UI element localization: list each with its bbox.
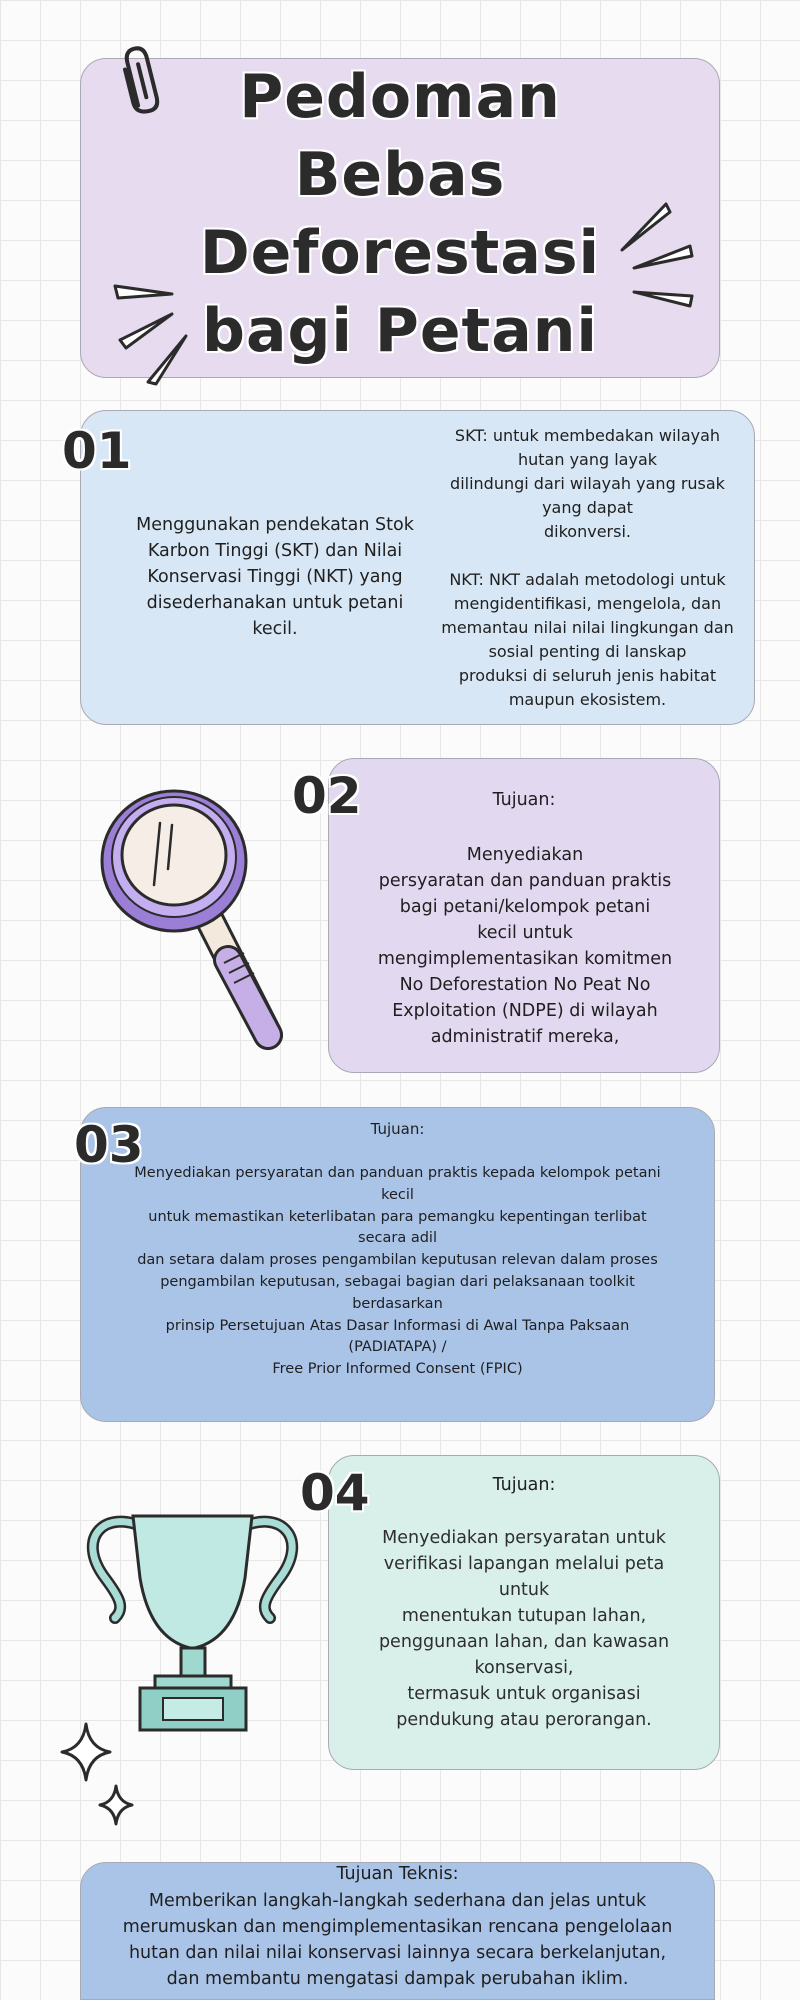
text-line: mengimplementasikan komitmen [377, 949, 673, 969]
text-line: dan setara dalam proses pengambilan keputusan relevan dalam proses [137, 1252, 658, 1269]
text-line: disederhanakan untuk petani [146, 593, 404, 613]
sparkle-icon [58, 1720, 148, 1840]
text-line: Menggunakan pendekatan Stok [136, 515, 414, 535]
text-line: pengambilan keputusan, sebagai bagian dari pelaksanaan toolkit [160, 1273, 635, 1290]
text-line: kecil [381, 1186, 414, 1203]
text-line: Free Prior Informed Consent (FPIC) [272, 1361, 523, 1378]
section-number: 04 [300, 1464, 370, 1522]
text-line: Menyediakan persyaratan dan panduan praktis kepada kelompok petani [134, 1165, 661, 1181]
title-line: Pedoman [239, 62, 561, 132]
text-line: hutan yang layak [517, 450, 658, 469]
text-line: mengidentifikasi, mengelola, dan [453, 594, 722, 613]
section-02-heading: Tujuan: [492, 790, 556, 810]
text-line: dilindungi dari wilayah yang rusak [450, 474, 725, 493]
text-line: Menyediakan [466, 845, 584, 865]
text-line: NKT: NKT adalah metodologi untuk [449, 570, 726, 589]
section-03-body [110, 1163, 685, 1381]
text-line: untuk memastikan keterlibatan para pemangku kepentingan terlibat [148, 1208, 647, 1225]
text-line: secara adil [358, 1230, 437, 1247]
section-02-body [340, 842, 710, 1050]
burst-lines-left-icon [110, 280, 190, 390]
section-number: 03 [74, 1116, 144, 1174]
text-line: produksi di seluruh jenis habitat [458, 666, 717, 685]
text-line: persyaratan dan panduan praktis [378, 871, 672, 891]
text-line: kecil. [252, 619, 298, 639]
text-line: berdasarkan [352, 1295, 443, 1312]
section-number: 01 [62, 422, 132, 480]
section-01-description [130, 512, 420, 642]
text-line: verifikasi lapangan melalui peta [383, 1554, 665, 1574]
text-line: maupun ekosistem. [508, 690, 667, 709]
magnifying-glass-icon [100, 785, 280, 1045]
text-line: hutan dan nilai nilai konservasi lainnya secara berkelanjutan, [128, 1943, 667, 1963]
burst-lines-right-icon [620, 200, 700, 310]
section-03-heading: Tujuan: [370, 1120, 425, 1138]
section-04-body [360, 1525, 688, 1733]
text-line: pendukung atau perorangan. [396, 1710, 652, 1730]
text-line: menentukan tutupan lahan, [401, 1606, 647, 1626]
text-line: Menyediakan persyaratan untuk [382, 1528, 666, 1548]
text-line: termasuk untuk organisasi [407, 1684, 641, 1704]
text-line: prinsip Persetujuan Atas Dasar Informasi di Awal Tanpa Paksaan [165, 1317, 630, 1334]
section-05-body [95, 1888, 700, 1992]
text-line: dan membantu mengatasi dampak perubahan iklim. [166, 1969, 629, 1989]
text-line: administratif mereka, [430, 1027, 620, 1047]
text-line: merumuskan dan mengimplementasikan rencana pengelolaan [122, 1917, 673, 1937]
text-line: (PADIATAPA) / [348, 1339, 447, 1356]
text-line: Konservasi Tinggi (NKT) yang [147, 567, 403, 587]
text-line: memantau nilai nilai lingkungan dan [441, 618, 734, 637]
text-line: bagi petani/kelompok petani [399, 897, 651, 917]
text-line: penggunaan lahan, dan kawasan [378, 1632, 670, 1652]
text-line: Memberikan langkah-langkah sederhana dan jelas untuk [148, 1891, 647, 1911]
trophy-icon [85, 1498, 300, 1738]
page-title [150, 58, 650, 370]
title-line: Bebas [294, 140, 506, 210]
text-line: yang dapat [542, 498, 633, 517]
section-04-heading: Tujuan: [492, 1475, 556, 1495]
section-01-definitions [430, 424, 745, 712]
section-05-heading: Tujuan Teknis: [336, 1864, 459, 1884]
section-number: 02 [292, 767, 362, 825]
text-line: Karbon Tinggi (SKT) dan Nilai [147, 541, 403, 561]
text-line: No Deforestation No Peat No [399, 975, 651, 995]
title-line: Deforestasi [199, 218, 601, 288]
text-line: Exploitation (NDPE) di wilayah [392, 1001, 658, 1021]
text-line: dikonversi. [544, 522, 631, 541]
text-line: sosial penting di lanskap [488, 642, 687, 661]
text-line: SKT: untuk membedakan wilayah [454, 426, 721, 445]
text-line: kecil untuk [477, 923, 573, 943]
title-line: bagi Petani [202, 296, 598, 366]
text-line: konservasi, [474, 1658, 574, 1678]
text-line: untuk [498, 1580, 550, 1600]
